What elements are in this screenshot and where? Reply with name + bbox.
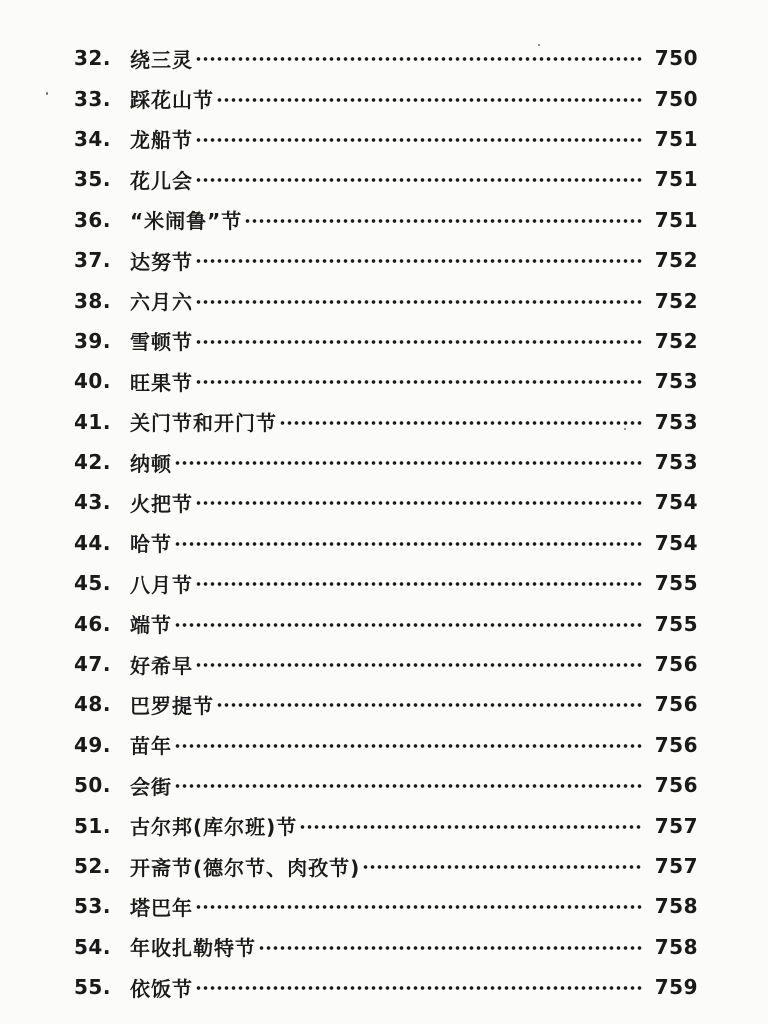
toc-entry bbox=[74, 846, 698, 886]
dot-leader bbox=[216, 703, 642, 707]
dot-leader bbox=[174, 744, 642, 748]
toc-entry bbox=[74, 563, 698, 603]
entry-number: 47. bbox=[74, 652, 111, 677]
entry-title: 依饭节 bbox=[130, 976, 193, 1001]
entry-page-number: 752 bbox=[654, 248, 698, 273]
toc-entry bbox=[74, 482, 698, 522]
dot-leader bbox=[195, 138, 642, 142]
entry-page-number: 756 bbox=[654, 773, 698, 798]
dot-leader bbox=[195, 300, 642, 304]
entry-number: 32. bbox=[74, 46, 111, 71]
entry-title: 旺果节 bbox=[130, 370, 193, 395]
toc-entry bbox=[74, 200, 698, 240]
dot-leader bbox=[195, 663, 642, 667]
entry-page-number: 751 bbox=[654, 207, 698, 232]
entry-title: 年收扎勒特节 bbox=[130, 936, 256, 961]
entry-page-number: 753 bbox=[654, 409, 698, 434]
toc-entry bbox=[74, 927, 698, 967]
dot-leader bbox=[174, 784, 642, 788]
toc-entry bbox=[74, 644, 698, 684]
dot-leader bbox=[195, 905, 642, 909]
entry-page-number: 750 bbox=[654, 86, 698, 111]
entry-page-number: 754 bbox=[654, 490, 698, 515]
table-of-contents bbox=[74, 38, 698, 1007]
entry-title: 端节 bbox=[130, 613, 172, 638]
dot-leader bbox=[279, 421, 642, 425]
entry-number: 43. bbox=[74, 490, 111, 515]
entry-page-number: 752 bbox=[654, 288, 698, 313]
entry-number: 49. bbox=[74, 732, 111, 757]
entry-number: 37. bbox=[74, 248, 111, 273]
toc-entry bbox=[74, 78, 698, 118]
toc-entry bbox=[74, 442, 698, 482]
toc-entry bbox=[74, 523, 698, 563]
entry-number: 55. bbox=[74, 975, 111, 1000]
entry-page-number: 757 bbox=[654, 854, 698, 878]
dot-leader bbox=[244, 219, 642, 223]
entry-title: 雪顿节 bbox=[130, 330, 193, 355]
dot-leader bbox=[195, 582, 642, 586]
entry-title: 苗年 bbox=[130, 734, 172, 759]
entry-title: 踩花山节 bbox=[130, 88, 214, 113]
entry-number: 52. bbox=[74, 854, 111, 878]
dot-leader bbox=[174, 542, 642, 546]
toc-entry bbox=[74, 159, 698, 199]
entry-title: 绕三灵 bbox=[130, 47, 193, 72]
dot-leader bbox=[195, 178, 642, 182]
entry-title: 达努节 bbox=[130, 249, 193, 274]
toc-entry bbox=[74, 765, 698, 805]
dot-leader bbox=[299, 825, 642, 829]
entry-number: 46. bbox=[74, 611, 111, 636]
entry-number: 53. bbox=[74, 894, 111, 919]
entry-title: 会街 bbox=[130, 774, 172, 799]
entry-page-number: 756 bbox=[654, 732, 698, 757]
dot-leader bbox=[195, 986, 642, 990]
dot-leader bbox=[174, 623, 642, 627]
entry-number: 39. bbox=[74, 328, 111, 353]
toc-entry bbox=[74, 725, 698, 765]
entry-title: 塔巴年 bbox=[130, 895, 193, 920]
entry-number: 48. bbox=[74, 692, 111, 717]
entry-number: 35. bbox=[74, 167, 111, 192]
entry-page-number: 752 bbox=[654, 328, 698, 353]
entry-number: 38. bbox=[74, 288, 111, 313]
entry-title: 火把节 bbox=[130, 491, 193, 516]
dot-leader bbox=[216, 98, 642, 102]
toc-entry bbox=[74, 684, 698, 724]
entry-number: 42. bbox=[74, 450, 111, 475]
toc-entry bbox=[74, 361, 698, 401]
dot-leader bbox=[195, 380, 642, 384]
entry-number: 40. bbox=[74, 369, 111, 394]
toc-entry bbox=[74, 967, 698, 1007]
entry-title: 六月六 bbox=[130, 290, 193, 315]
toc-entry bbox=[74, 402, 698, 442]
toc-entry bbox=[74, 321, 698, 361]
entry-title: 纳顿 bbox=[130, 451, 172, 476]
entry-page-number: 755 bbox=[654, 571, 698, 596]
entry-page-number: 750 bbox=[654, 46, 698, 71]
scan-speck bbox=[46, 92, 48, 95]
entry-title: 巴罗提节 bbox=[130, 693, 214, 718]
entry-number: 33. bbox=[74, 86, 111, 111]
entry-page-number: 756 bbox=[654, 652, 698, 677]
entry-page-number: 758 bbox=[654, 894, 698, 919]
entry-title: 龙船节 bbox=[130, 128, 193, 153]
entry-title: 花儿会 bbox=[130, 168, 193, 193]
entry-number: 41. bbox=[74, 409, 111, 434]
entry-page-number: 753 bbox=[654, 369, 698, 394]
toc-entry bbox=[74, 38, 698, 78]
entry-page-number: 754 bbox=[654, 530, 698, 555]
dot-leader bbox=[195, 259, 642, 263]
entry-number: 50. bbox=[74, 773, 111, 798]
entry-title: 古尔邦(库尔班)节 bbox=[130, 815, 298, 840]
entry-number: 54. bbox=[74, 934, 111, 959]
dot-leader bbox=[195, 340, 642, 344]
entry-page-number: 755 bbox=[654, 611, 698, 636]
dot-leader bbox=[362, 865, 642, 869]
entry-page-number: 751 bbox=[654, 126, 698, 151]
entry-number: 36. bbox=[74, 207, 111, 232]
entry-title: “米闹鲁”节 bbox=[130, 209, 243, 234]
entry-page-number: 751 bbox=[654, 167, 698, 192]
entry-page-number: 753 bbox=[654, 450, 698, 475]
dot-leader bbox=[195, 501, 642, 505]
entry-page-number: 759 bbox=[654, 975, 698, 1000]
entry-page-number: 758 bbox=[654, 934, 698, 959]
dot-leader bbox=[258, 946, 642, 950]
entry-title: 哈节 bbox=[130, 532, 172, 557]
toc-entry bbox=[74, 119, 698, 159]
entry-number: 34. bbox=[74, 126, 111, 151]
entry-title: 关门节和开门节 bbox=[130, 411, 277, 436]
entry-title: 好希早 bbox=[130, 653, 193, 678]
entry-title: 八月节 bbox=[130, 572, 193, 597]
entry-number: 51. bbox=[74, 813, 111, 838]
toc-entry bbox=[74, 603, 698, 643]
toc-entry bbox=[74, 240, 698, 280]
entry-title: 开斋节(德尔节、肉孜节) bbox=[130, 855, 361, 880]
entry-page-number: 756 bbox=[654, 692, 698, 717]
entry-page-number: 757 bbox=[654, 813, 698, 838]
toc-entry bbox=[74, 280, 698, 320]
dot-leader bbox=[174, 461, 642, 465]
entry-number: 45. bbox=[74, 571, 111, 596]
toc-entry bbox=[74, 805, 698, 845]
entry-number: 44. bbox=[74, 530, 111, 555]
dot-leader bbox=[195, 57, 642, 61]
toc-entry bbox=[74, 886, 698, 926]
